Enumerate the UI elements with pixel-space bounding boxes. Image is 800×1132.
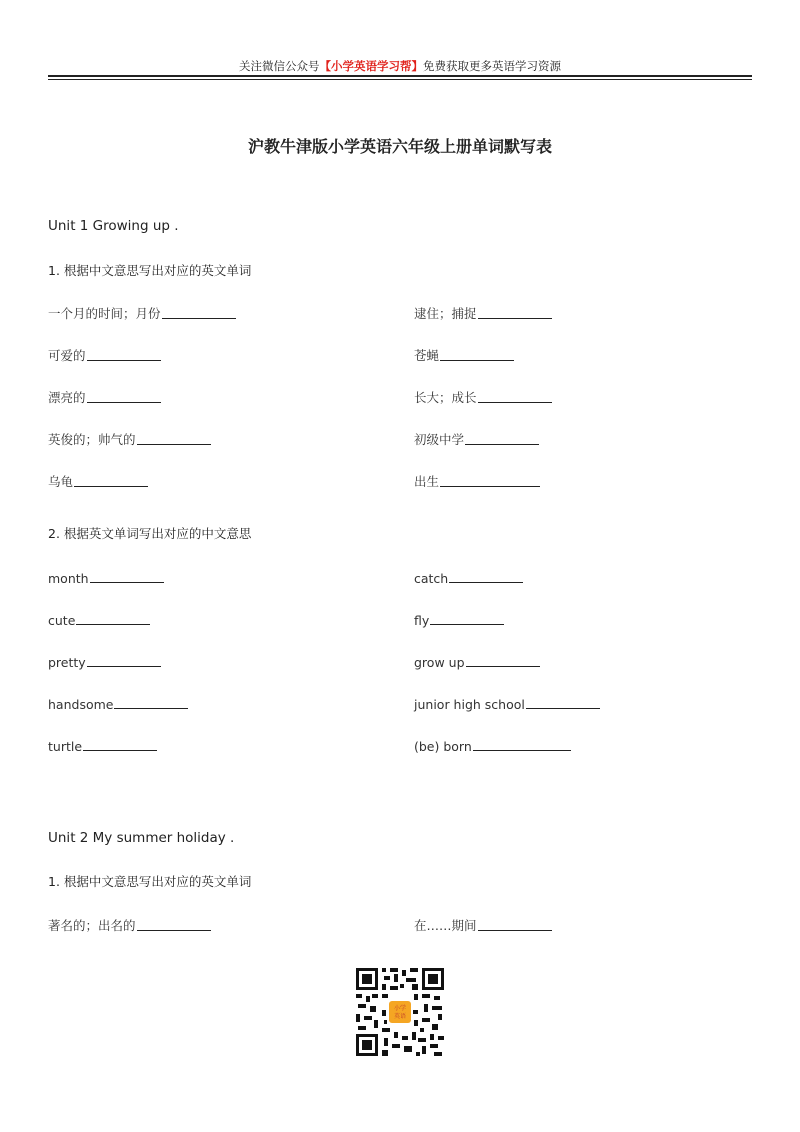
unit1-s1-item: 苍蝇 bbox=[414, 344, 514, 364]
unit1-heading: Unit 1 Growing up . bbox=[48, 218, 179, 234]
answer-blank[interactable] bbox=[90, 581, 164, 583]
answer-blank[interactable] bbox=[478, 317, 552, 319]
qr-code-icon bbox=[354, 966, 446, 1058]
unit1-s2-item: junior high school bbox=[414, 692, 600, 712]
answer-blank[interactable] bbox=[87, 359, 161, 361]
answer-blank[interactable] bbox=[449, 581, 523, 583]
answer-blank[interactable] bbox=[473, 749, 571, 751]
unit1-s1-item: 乌龟 bbox=[48, 470, 148, 490]
answer-blank[interactable] bbox=[87, 665, 161, 667]
answer-blank[interactable] bbox=[465, 443, 539, 445]
answer-blank[interactable] bbox=[137, 443, 211, 445]
unit1-s2-item: fly bbox=[414, 608, 504, 628]
answer-blank[interactable] bbox=[526, 707, 600, 709]
unit2-s1-item: 在……期间 bbox=[414, 914, 552, 934]
answer-blank[interactable] bbox=[162, 317, 236, 319]
answer-blank[interactable] bbox=[478, 401, 552, 403]
unit2-section1-heading: 1. 根据中文意思写出对应的英文单词 bbox=[48, 874, 252, 889]
header-account-name: 【小学英语学习帮】 bbox=[319, 59, 423, 73]
qr-badge-line2: 英语 bbox=[393, 1013, 407, 1020]
header-prefix: 关注微信公众号 bbox=[239, 59, 320, 73]
qr-badge-line1: 小学 bbox=[393, 1005, 407, 1012]
answer-blank[interactable] bbox=[87, 401, 161, 403]
answer-blank[interactable] bbox=[466, 665, 540, 667]
unit1-s1-item: 漂亮的 bbox=[48, 386, 161, 406]
answer-blank[interactable] bbox=[478, 929, 552, 931]
unit1-s1-item: 出生 bbox=[414, 470, 540, 490]
answer-blank[interactable] bbox=[74, 485, 148, 487]
unit1-s2-item: (be) born bbox=[414, 734, 571, 754]
answer-blank[interactable] bbox=[137, 929, 211, 931]
unit1-s1-item: 可爱的 bbox=[48, 344, 161, 364]
unit1-s2-item: turtle bbox=[48, 734, 157, 754]
page-title: 沪教牛津版小学英语六年级上册单词默写表 bbox=[247, 137, 552, 156]
header-rule-thin bbox=[48, 79, 752, 80]
answer-blank[interactable] bbox=[76, 623, 150, 625]
unit1-s2-item: grow up bbox=[414, 650, 540, 670]
unit1-s2-item: cute bbox=[48, 608, 150, 628]
unit1-s2-item: handsome bbox=[48, 692, 188, 712]
unit1-section1-heading: 1. 根据中文意思写出对应的英文单词 bbox=[48, 263, 252, 278]
answer-blank[interactable] bbox=[83, 749, 157, 751]
unit1-s1-item: 初级中学 bbox=[414, 428, 539, 448]
answer-blank[interactable] bbox=[440, 359, 514, 361]
unit1-s2-item: catch bbox=[414, 566, 523, 586]
page-header bbox=[48, 58, 752, 74]
unit1-s1-item: 一个月的时间；月份 bbox=[48, 302, 236, 322]
unit1-s2-item: month bbox=[48, 566, 164, 586]
unit2-heading: Unit 2 My summer holiday . bbox=[48, 830, 235, 846]
header-suffix: 免费获取更多英语学习资源 bbox=[423, 59, 561, 73]
header-rule-thick bbox=[48, 75, 752, 77]
unit1-s2-item: pretty bbox=[48, 650, 161, 670]
answer-blank[interactable] bbox=[440, 485, 540, 487]
unit1-s1-item: 长大；成长 bbox=[414, 386, 552, 406]
answer-blank[interactable] bbox=[430, 623, 504, 625]
unit1-section2-heading: 2. 根据英文单词写出对应的中文意思 bbox=[48, 526, 252, 541]
unit2-s1-item: 著名的；出名的 bbox=[48, 914, 211, 934]
answer-blank[interactable] bbox=[114, 707, 188, 709]
unit1-s1-item: 逮住；捕捉 bbox=[414, 302, 552, 322]
unit1-s1-item: 英俊的；帅气的 bbox=[48, 428, 211, 448]
